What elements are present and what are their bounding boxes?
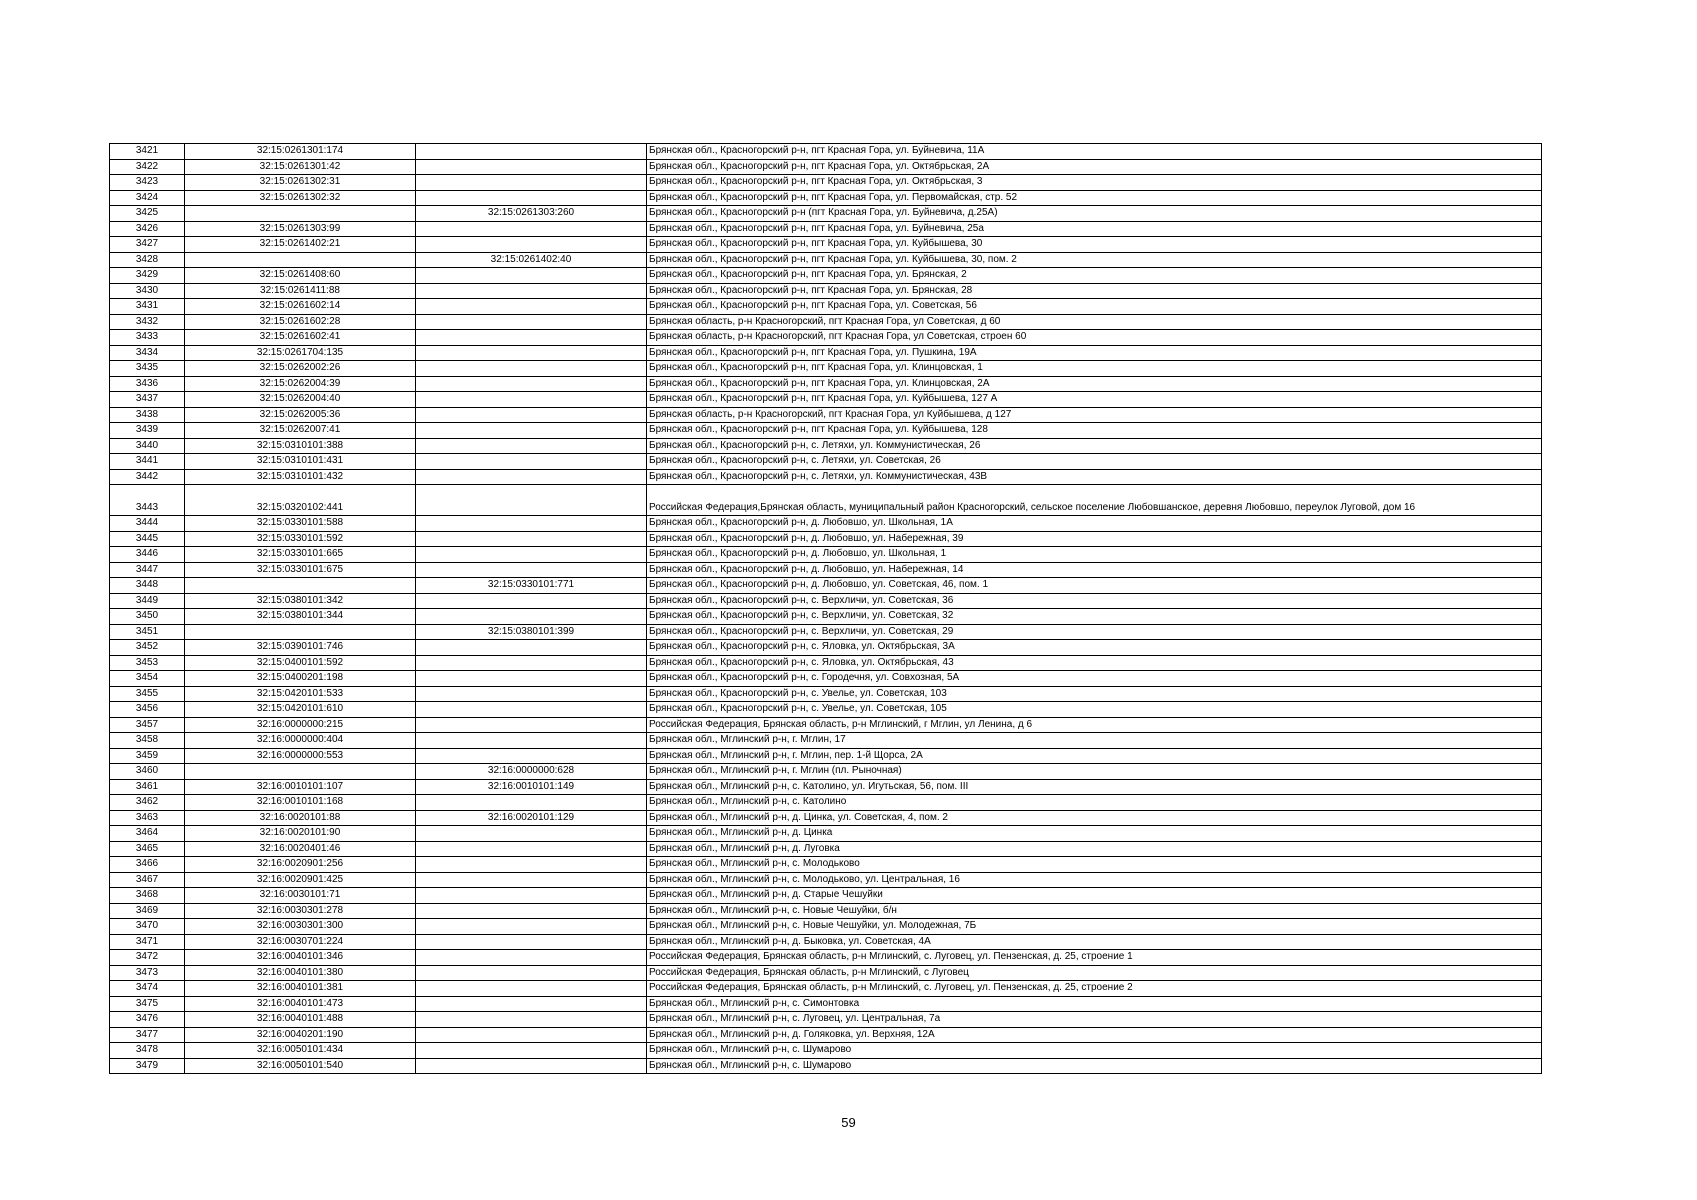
address-cell: Брянская обл., Мглинский р-н, д. Старые Чешуйки bbox=[647, 888, 1542, 904]
address-cell: Брянская обл., Красногорский р-н, с. Яловка, ул. Октябрьская, 3А bbox=[647, 640, 1542, 656]
cadastral-number-cell: 32:16:0000000:553 bbox=[185, 748, 416, 764]
address-cell: Брянская обл., Мглинский р-н, д. Цинка, ул. Советская, 4, пом. 2 bbox=[647, 810, 1542, 826]
row-number-cell: 3457 bbox=[110, 717, 185, 733]
row-number-cell: 3446 bbox=[110, 547, 185, 563]
object-number-cell bbox=[416, 454, 647, 470]
table-row bbox=[110, 547, 1542, 563]
table-row bbox=[110, 376, 1542, 392]
row-number-cell: 3466 bbox=[110, 857, 185, 873]
cadastral-number-cell: 32:15:0261301:174 bbox=[185, 144, 416, 160]
row-number-cell: 3448 bbox=[110, 578, 185, 594]
object-number-cell bbox=[416, 438, 647, 454]
object-number-cell bbox=[416, 795, 647, 811]
table-row bbox=[110, 624, 1542, 640]
table-row bbox=[110, 206, 1542, 222]
row-number-cell: 3472 bbox=[110, 950, 185, 966]
object-number-cell bbox=[416, 857, 647, 873]
row-number-cell: 3465 bbox=[110, 841, 185, 857]
row-number-cell: 3444 bbox=[110, 516, 185, 532]
table-row bbox=[110, 1027, 1542, 1043]
object-number-cell bbox=[416, 345, 647, 361]
object-number-cell bbox=[416, 996, 647, 1012]
table-row bbox=[110, 469, 1542, 485]
address-cell: Брянская обл., Мглинский р-н, с. Новые Чешуйки, ул. Молодежная, 7Б bbox=[647, 919, 1542, 935]
table-row bbox=[110, 702, 1542, 718]
table-row bbox=[110, 361, 1542, 377]
address-cell: Брянская обл., Красногорский р-н, д. Любовшо, ул. Школьная, 1А bbox=[647, 516, 1542, 532]
address-cell: Брянская обл., Красногорский р-н (пгт Красная Гора, ул. Буйневича, д.25А) bbox=[647, 206, 1542, 222]
address-cell: Брянская обл., Красногорский р-н, с. Верхличи, ул. Советская, 29 bbox=[647, 624, 1542, 640]
table-row bbox=[110, 671, 1542, 687]
address-cell: Брянская обл., Мглинский р-н, д. Голяковка, ул. Верхняя, 12А bbox=[647, 1027, 1542, 1043]
row-number-cell: 3468 bbox=[110, 888, 185, 904]
cadastral-number-cell: 32:16:0040101:380 bbox=[185, 965, 416, 981]
object-number-cell bbox=[416, 547, 647, 563]
row-number-cell: 3422 bbox=[110, 159, 185, 175]
cadastral-number-cell bbox=[185, 764, 416, 780]
object-number-cell bbox=[416, 469, 647, 485]
cadastral-number-cell: 32:16:0030701:224 bbox=[185, 934, 416, 950]
table-row bbox=[110, 655, 1542, 671]
address-cell: Брянская обл., Мглинский р-н, с. Католино, ул. Игутьская, 56, пом. III bbox=[647, 779, 1542, 795]
address-cell: Российская Федерация,Брянская область, муниципальный район Красногорский, сельское поселение Любовшанское, деревня Любовшо, переулок Луговой, дом 16 bbox=[647, 485, 1542, 516]
object-number-cell bbox=[416, 283, 647, 299]
page-number: 59 bbox=[841, 1115, 856, 1130]
cadastral-number-cell: 32:16:0030101:71 bbox=[185, 888, 416, 904]
object-number-cell bbox=[416, 950, 647, 966]
table-row bbox=[110, 252, 1542, 268]
cadastral-number-cell: 32:15:0330101:675 bbox=[185, 562, 416, 578]
table-row bbox=[110, 299, 1542, 315]
cadastral-number-cell: 32:15:0310101:432 bbox=[185, 469, 416, 485]
table-row bbox=[110, 237, 1542, 253]
address-cell: Брянская обл., Красногорский р-н, д. Любовшо, ул. Школьная, 1 bbox=[647, 547, 1542, 563]
table-row bbox=[110, 1058, 1542, 1074]
address-cell: Брянская обл., Красногорский р-н, пгт Красная Гора, ул. Куйбышева, 30 bbox=[647, 237, 1542, 253]
table-row bbox=[110, 438, 1542, 454]
table-row bbox=[110, 1043, 1542, 1059]
object-number-cell: 32:15:0330101:771 bbox=[416, 578, 647, 594]
table-row bbox=[110, 764, 1542, 780]
row-number-cell: 3428 bbox=[110, 252, 185, 268]
object-number-cell bbox=[416, 221, 647, 237]
object-number-cell: 32:16:0020101:129 bbox=[416, 810, 647, 826]
object-number-cell bbox=[416, 888, 647, 904]
table-row bbox=[110, 872, 1542, 888]
row-number-cell: 3452 bbox=[110, 640, 185, 656]
table-row bbox=[110, 981, 1542, 997]
table-row bbox=[110, 531, 1542, 547]
object-number-cell bbox=[416, 1043, 647, 1059]
table-row bbox=[110, 950, 1542, 966]
object-number-cell bbox=[416, 640, 647, 656]
row-number-cell: 3443 bbox=[110, 485, 185, 516]
cadastral-number-cell: 32:16:0020901:425 bbox=[185, 872, 416, 888]
row-number-cell: 3477 bbox=[110, 1027, 185, 1043]
cadastral-number-cell: 32:15:0262004:40 bbox=[185, 392, 416, 408]
cadastral-number-cell: 32:15:0420101:610 bbox=[185, 702, 416, 718]
table-row bbox=[110, 609, 1542, 625]
cadastral-number-cell: 32:15:0262005:36 bbox=[185, 407, 416, 423]
table-row bbox=[110, 485, 1542, 516]
cadastral-number-cell: 32:15:0310101:431 bbox=[185, 454, 416, 470]
row-number-cell: 3441 bbox=[110, 454, 185, 470]
object-number-cell bbox=[416, 330, 647, 346]
table-row bbox=[110, 748, 1542, 764]
row-number-cell: 3431 bbox=[110, 299, 185, 315]
table-row bbox=[110, 857, 1542, 873]
cadastral-number-cell: 32:15:0262004:39 bbox=[185, 376, 416, 392]
address-cell: Российская Федерация, Брянская область, р-н Мглинский, с Луговец bbox=[647, 965, 1542, 981]
row-number-cell: 3462 bbox=[110, 795, 185, 811]
row-number-cell: 3440 bbox=[110, 438, 185, 454]
object-number-cell: 32:16:0000000:628 bbox=[416, 764, 647, 780]
cadastral-number-cell: 32:16:0030301:300 bbox=[185, 919, 416, 935]
address-cell: Брянская обл., Красногорский р-н, пгт Красная Гора, ул. Буйневича, 11А bbox=[647, 144, 1542, 160]
row-number-cell: 3470 bbox=[110, 919, 185, 935]
address-cell: Брянская обл., Красногорский р-н, пгт Красная Гора, ул. Брянская, 2 bbox=[647, 268, 1542, 284]
address-cell: Брянская обл., Красногорский р-н, пгт Красная Гора, ул. Куйбышева, 30, пом. 2 bbox=[647, 252, 1542, 268]
row-number-cell: 3474 bbox=[110, 981, 185, 997]
cadastral-number-cell: 32:15:0261602:41 bbox=[185, 330, 416, 346]
address-cell: Брянская обл., Красногорский р-н, пгт Красная Гора, ул. Куйбышева, 127 А bbox=[647, 392, 1542, 408]
object-number-cell bbox=[416, 934, 647, 950]
address-cell: Брянская обл., Красногорский р-н, с. Увелье, ул. Советская, 105 bbox=[647, 702, 1542, 718]
address-cell: Брянская область, р-н Красногорский, пгт Красная Гора, ул Советская, строен 60 bbox=[647, 330, 1542, 346]
object-number-cell bbox=[416, 748, 647, 764]
object-number-cell bbox=[416, 903, 647, 919]
cadastral-number-cell: 32:16:0020901:256 bbox=[185, 857, 416, 873]
object-number-cell bbox=[416, 392, 647, 408]
object-number-cell bbox=[416, 872, 647, 888]
table-row bbox=[110, 330, 1542, 346]
address-cell: Российская Федерация, Брянская область, р-н Мглинский, с. Луговец, ул. Пензенская, д. 25, строение 2 bbox=[647, 981, 1542, 997]
cadastral-number-cell: 32:15:0310101:388 bbox=[185, 438, 416, 454]
table-row bbox=[110, 423, 1542, 439]
row-number-cell: 3463 bbox=[110, 810, 185, 826]
row-number-cell: 3479 bbox=[110, 1058, 185, 1074]
row-number-cell: 3456 bbox=[110, 702, 185, 718]
object-number-cell bbox=[416, 1027, 647, 1043]
table-row bbox=[110, 283, 1542, 299]
object-number-cell bbox=[416, 159, 647, 175]
object-number-cell bbox=[416, 361, 647, 377]
table-row bbox=[110, 159, 1542, 175]
row-number-cell: 3464 bbox=[110, 826, 185, 842]
address-cell: Брянская обл., Мглинский р-н, с. Новые Чешуйки, б/н bbox=[647, 903, 1542, 919]
cadastral-number-cell: 32:15:0420101:533 bbox=[185, 686, 416, 702]
cadastral-number-cell: 32:16:0050101:434 bbox=[185, 1043, 416, 1059]
cadastral-number-cell: 32:15:0261302:31 bbox=[185, 175, 416, 191]
table-row bbox=[110, 841, 1542, 857]
row-number-cell: 3451 bbox=[110, 624, 185, 640]
object-number-cell: 32:15:0261303:260 bbox=[416, 206, 647, 222]
cadastral-number-cell: 32:15:0261602:28 bbox=[185, 314, 416, 330]
address-cell: Брянская обл., Мглинский р-н, с. Шумарово bbox=[647, 1058, 1542, 1074]
object-number-cell bbox=[416, 423, 647, 439]
address-cell: Брянская обл., Мглинский р-н, г. Мглин, 17 bbox=[647, 733, 1542, 749]
table-row bbox=[110, 640, 1542, 656]
table-row bbox=[110, 965, 1542, 981]
table-row bbox=[110, 934, 1542, 950]
row-number-cell: 3447 bbox=[110, 562, 185, 578]
object-number-cell bbox=[416, 485, 647, 516]
object-number-cell: 32:16:0010101:149 bbox=[416, 779, 647, 795]
address-cell: Брянская обл., Мглинский р-н, с. Молодьково bbox=[647, 857, 1542, 873]
cadastral-number-cell: 32:15:0261303:99 bbox=[185, 221, 416, 237]
address-cell: Брянская обл., Красногорский р-н, д. Любовшо, ул. Набережная, 14 bbox=[647, 562, 1542, 578]
object-number-cell bbox=[416, 965, 647, 981]
object-number-cell bbox=[416, 1012, 647, 1028]
cadastral-number-cell: 32:16:0050101:540 bbox=[185, 1058, 416, 1074]
address-cell: Брянская обл., Мглинский р-н, с. Симонтовка bbox=[647, 996, 1542, 1012]
cadastral-number-cell: 32:15:0261408:60 bbox=[185, 268, 416, 284]
row-number-cell: 3439 bbox=[110, 423, 185, 439]
address-cell: Брянская обл., Красногорский р-н, д. Любовшо, ул. Советская, 46, пом. 1 bbox=[647, 578, 1542, 594]
row-number-cell: 3476 bbox=[110, 1012, 185, 1028]
address-cell: Брянская обл., Мглинский р-н, с. Католино bbox=[647, 795, 1542, 811]
cadastral-number-cell: 32:16:0000000:404 bbox=[185, 733, 416, 749]
row-number-cell: 3437 bbox=[110, 392, 185, 408]
table-row bbox=[110, 733, 1542, 749]
table-row bbox=[110, 779, 1542, 795]
cadastral-number-cell: 32:15:0400101:592 bbox=[185, 655, 416, 671]
cadastral-number-cell: 32:16:0030301:278 bbox=[185, 903, 416, 919]
table-row bbox=[110, 392, 1542, 408]
row-number-cell: 3430 bbox=[110, 283, 185, 299]
object-number-cell bbox=[416, 144, 647, 160]
cadastral-number-cell: 32:15:0330101:588 bbox=[185, 516, 416, 532]
row-number-cell: 3455 bbox=[110, 686, 185, 702]
row-number-cell: 3469 bbox=[110, 903, 185, 919]
object-number-cell bbox=[416, 1058, 647, 1074]
address-cell: Брянская область, р-н Красногорский, пгт Красная Гора, ул Куйбышева, д 127 bbox=[647, 407, 1542, 423]
address-cell: Брянская обл., Красногорский р-н, с. Летяхи, ул. Коммунистическая, 26 bbox=[647, 438, 1542, 454]
address-cell: Российская Федерация, Брянская область, р-н Мглинский, г Мглин, ул Ленина, д 6 bbox=[647, 717, 1542, 733]
cadastral-number-cell: 32:16:0020101:90 bbox=[185, 826, 416, 842]
object-number-cell bbox=[416, 175, 647, 191]
cadastral-number-cell: 32:16:0010101:168 bbox=[185, 795, 416, 811]
table-row bbox=[110, 345, 1542, 361]
registry-table-body bbox=[110, 144, 1542, 1074]
row-number-cell: 3467 bbox=[110, 872, 185, 888]
table-row bbox=[110, 810, 1542, 826]
table-row bbox=[110, 407, 1542, 423]
address-cell: Брянская область, р-н Красногорский, пгт Красная Гора, ул Советская, д 60 bbox=[647, 314, 1542, 330]
cadastral-number-cell: 32:15:0390101:746 bbox=[185, 640, 416, 656]
table-row bbox=[110, 826, 1542, 842]
cadastral-number-cell: 32:16:0040101:473 bbox=[185, 996, 416, 1012]
cadastral-number-cell: 32:16:0020101:88 bbox=[185, 810, 416, 826]
row-number-cell: 3459 bbox=[110, 748, 185, 764]
object-number-cell bbox=[416, 593, 647, 609]
row-number-cell: 3434 bbox=[110, 345, 185, 361]
address-cell: Брянская обл., Мглинский р-н, с. Шумарово bbox=[647, 1043, 1542, 1059]
table-row bbox=[110, 593, 1542, 609]
object-number-cell bbox=[416, 299, 647, 315]
row-number-cell: 3478 bbox=[110, 1043, 185, 1059]
table-row bbox=[110, 190, 1542, 206]
table-row bbox=[110, 996, 1542, 1012]
address-cell: Брянская обл., Мглинский р-н, д. Цинка bbox=[647, 826, 1542, 842]
object-number-cell bbox=[416, 531, 647, 547]
address-cell: Брянская обл., Красногорский р-н, с. Верхличи, ул. Советская, 36 bbox=[647, 593, 1542, 609]
cadastral-number-cell: 32:15:0330101:665 bbox=[185, 547, 416, 563]
object-number-cell bbox=[416, 562, 647, 578]
object-number-cell: 32:15:0261402:40 bbox=[416, 252, 647, 268]
cadastral-number-cell: 32:16:0020401:46 bbox=[185, 841, 416, 857]
row-number-cell: 3436 bbox=[110, 376, 185, 392]
address-cell: Брянская обл., Красногорский р-н, пгт Красная Гора, ул. Октябрьская, 2А bbox=[647, 159, 1542, 175]
row-number-cell: 3450 bbox=[110, 609, 185, 625]
table-row bbox=[110, 903, 1542, 919]
table-row bbox=[110, 1012, 1542, 1028]
address-cell: Брянская обл., Красногорский р-н, с. Верхличи, ул. Советская, 32 bbox=[647, 609, 1542, 625]
cadastral-number-cell: 32:15:0400201:198 bbox=[185, 671, 416, 687]
object-number-cell bbox=[416, 314, 647, 330]
row-number-cell: 3435 bbox=[110, 361, 185, 377]
address-cell: Брянская обл., Мглинский р-н, д. Луговка bbox=[647, 841, 1542, 857]
row-number-cell: 3433 bbox=[110, 330, 185, 346]
object-number-cell bbox=[416, 655, 647, 671]
object-number-cell bbox=[416, 919, 647, 935]
object-number-cell bbox=[416, 733, 647, 749]
object-number-cell bbox=[416, 686, 647, 702]
row-number-cell: 3471 bbox=[110, 934, 185, 950]
address-cell: Брянская обл., Красногорский р-н, пгт Красная Гора, ул. Куйбышева, 128 bbox=[647, 423, 1542, 439]
table-row bbox=[110, 314, 1542, 330]
table-row bbox=[110, 454, 1542, 470]
cadastral-number-cell: 32:16:0040101:381 bbox=[185, 981, 416, 997]
object-number-cell bbox=[416, 376, 647, 392]
row-number-cell: 3426 bbox=[110, 221, 185, 237]
address-cell: Брянская обл., Красногорский р-н, пгт Красная Гора, ул. Первомайская, стр. 52 bbox=[647, 190, 1542, 206]
table-row bbox=[110, 888, 1542, 904]
cadastral-number-cell bbox=[185, 206, 416, 222]
row-number-cell: 3421 bbox=[110, 144, 185, 160]
row-number-cell: 3429 bbox=[110, 268, 185, 284]
table-row bbox=[110, 919, 1542, 935]
cadastral-number-cell: 32:15:0261302:32 bbox=[185, 190, 416, 206]
row-number-cell: 3445 bbox=[110, 531, 185, 547]
cadastral-number-cell: 32:15:0261402:21 bbox=[185, 237, 416, 253]
table-row bbox=[110, 221, 1542, 237]
table-row bbox=[110, 144, 1542, 160]
cadastral-number-cell: 32:15:0261704:135 bbox=[185, 345, 416, 361]
row-number-cell: 3423 bbox=[110, 175, 185, 191]
object-number-cell bbox=[416, 407, 647, 423]
table-row bbox=[110, 717, 1542, 733]
object-number-cell bbox=[416, 702, 647, 718]
address-cell: Брянская обл., Красногорский р-н, пгт Красная Гора, ул. Клинцовская, 1 bbox=[647, 361, 1542, 377]
cadastral-number-cell bbox=[185, 252, 416, 268]
cadastral-number-cell: 32:15:0330101:592 bbox=[185, 531, 416, 547]
address-cell: Брянская обл., Красногорский р-н, с. Летяхи, ул. Советская, 26 bbox=[647, 454, 1542, 470]
address-cell: Брянская обл., Красногорский р-н, пгт Красная Гора, ул. Советская, 56 bbox=[647, 299, 1542, 315]
address-cell: Брянская обл., Красногорский р-н, с. Яловка, ул. Октябрьская, 43 bbox=[647, 655, 1542, 671]
row-number-cell: 3458 bbox=[110, 733, 185, 749]
address-cell: Брянская обл., Мглинский р-н, с. Молодьково, ул. Центральная, 16 bbox=[647, 872, 1542, 888]
address-cell: Брянская обл., Красногорский р-н, с. Увелье, ул. Советская, 103 bbox=[647, 686, 1542, 702]
address-cell: Российская Федерация, Брянская область, р-н Мглинский, с. Луговец, ул. Пензенская, д. 25, строение 1 bbox=[647, 950, 1542, 966]
object-number-cell bbox=[416, 190, 647, 206]
row-number-cell: 3438 bbox=[110, 407, 185, 423]
address-cell: Брянская обл., Красногорский р-н, пгт Красная Гора, ул. Клинцовская, 2А bbox=[647, 376, 1542, 392]
cadastral-number-cell: 32:15:0380101:344 bbox=[185, 609, 416, 625]
row-number-cell: 3454 bbox=[110, 671, 185, 687]
address-cell: Брянская обл., Красногорский р-н, с. Летяхи, ул. Коммунистическая, 43В bbox=[647, 469, 1542, 485]
cadastral-number-cell: 32:15:0261301:42 bbox=[185, 159, 416, 175]
cadastral-number-cell: 32:16:0000000:215 bbox=[185, 717, 416, 733]
table-row bbox=[110, 562, 1542, 578]
row-number-cell: 3432 bbox=[110, 314, 185, 330]
object-number-cell bbox=[416, 717, 647, 733]
object-number-cell bbox=[416, 671, 647, 687]
object-number-cell bbox=[416, 826, 647, 842]
address-cell: Брянская обл., Мглинский р-н, д. Быковка, ул. Советская, 4А bbox=[647, 934, 1542, 950]
table-row bbox=[110, 175, 1542, 191]
registry-table bbox=[109, 143, 1542, 1074]
row-number-cell: 3427 bbox=[110, 237, 185, 253]
object-number-cell bbox=[416, 516, 647, 532]
cadastral-number-cell bbox=[185, 578, 416, 594]
row-number-cell: 3442 bbox=[110, 469, 185, 485]
object-number-cell bbox=[416, 841, 647, 857]
cadastral-number-cell: 32:15:0261602:14 bbox=[185, 299, 416, 315]
table-row bbox=[110, 578, 1542, 594]
cadastral-number-cell: 32:15:0380101:342 bbox=[185, 593, 416, 609]
table-row bbox=[110, 516, 1542, 532]
address-cell: Брянская обл., Красногорский р-н, с. Городечня, ул. Совхозная, 5А bbox=[647, 671, 1542, 687]
address-cell: Брянская обл., Мглинский р-н, г. Мглин (пл. Рыночная) bbox=[647, 764, 1542, 780]
address-cell: Брянская обл., Красногорский р-н, пгт Красная Гора, ул. Буйневича, 25а bbox=[647, 221, 1542, 237]
cadastral-number-cell: 32:16:0040101:488 bbox=[185, 1012, 416, 1028]
table-row bbox=[110, 795, 1542, 811]
address-cell: Брянская обл., Красногорский р-н, д. Любовшо, ул. Набережная, 39 bbox=[647, 531, 1542, 547]
cadastral-number-cell: 32:15:0261411:88 bbox=[185, 283, 416, 299]
address-cell: Брянская обл., Красногорский р-н, пгт Красная Гора, ул. Брянская, 28 bbox=[647, 283, 1542, 299]
row-number-cell: 3460 bbox=[110, 764, 185, 780]
row-number-cell: 3449 bbox=[110, 593, 185, 609]
table-row bbox=[110, 686, 1542, 702]
object-number-cell bbox=[416, 268, 647, 284]
row-number-cell: 3424 bbox=[110, 190, 185, 206]
cadastral-number-cell: 32:15:0320102:441 bbox=[185, 485, 416, 516]
table-row bbox=[110, 268, 1542, 284]
row-number-cell: 3475 bbox=[110, 996, 185, 1012]
cadastral-number-cell bbox=[185, 624, 416, 640]
row-number-cell: 3425 bbox=[110, 206, 185, 222]
cadastral-number-cell: 32:16:0010101:107 bbox=[185, 779, 416, 795]
address-cell: Брянская обл., Красногорский р-н, пгт Красная Гора, ул. Пушкина, 19А bbox=[647, 345, 1542, 361]
object-number-cell bbox=[416, 981, 647, 997]
row-number-cell: 3461 bbox=[110, 779, 185, 795]
row-number-cell: 3453 bbox=[110, 655, 185, 671]
object-number-cell bbox=[416, 237, 647, 253]
cadastral-number-cell: 32:15:0262002:26 bbox=[185, 361, 416, 377]
object-number-cell bbox=[416, 609, 647, 625]
address-cell: Брянская обл., Мглинский р-н, г. Мглин, пер. 1-й Щорса, 2А bbox=[647, 748, 1542, 764]
object-number-cell: 32:15:0380101:399 bbox=[416, 624, 647, 640]
cadastral-number-cell: 32:16:0040101:346 bbox=[185, 950, 416, 966]
address-cell: Брянская обл., Мглинский р-н, с. Луговец, ул. Центральная, 7а bbox=[647, 1012, 1542, 1028]
cadastral-number-cell: 32:16:0040201:190 bbox=[185, 1027, 416, 1043]
row-number-cell: 3473 bbox=[110, 965, 185, 981]
address-cell: Брянская обл., Красногорский р-н, пгт Красная Гора, ул. Октябрьская, 3 bbox=[647, 175, 1542, 191]
cadastral-number-cell: 32:15:0262007:41 bbox=[185, 423, 416, 439]
